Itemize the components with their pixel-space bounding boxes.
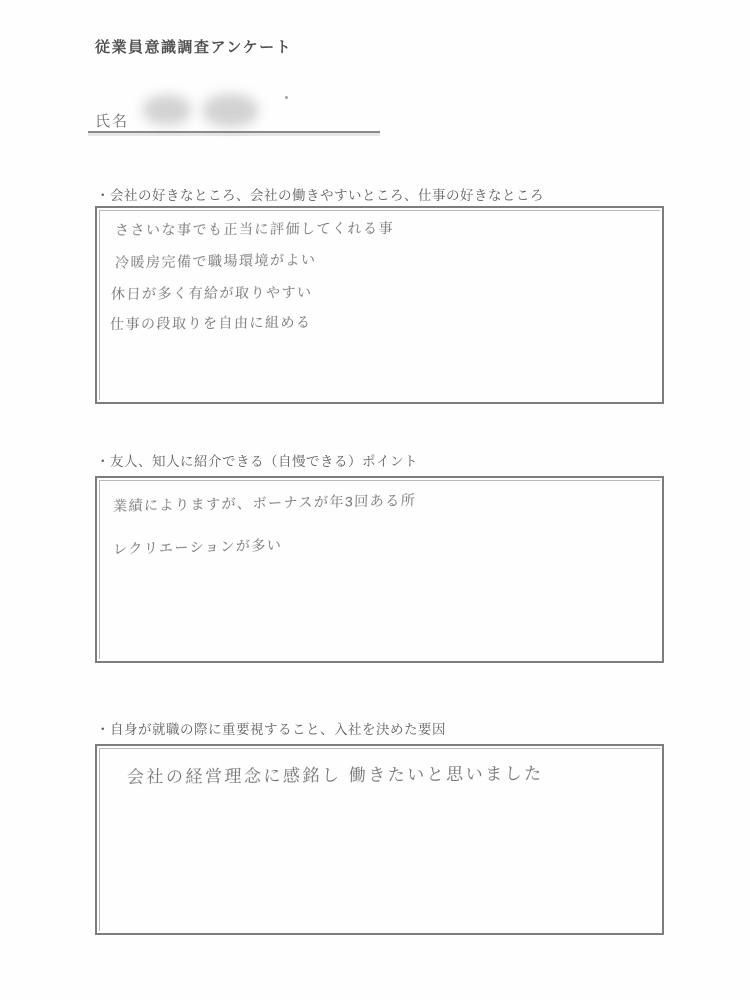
name-underline [88, 114, 380, 133]
handwritten-answer: 業績によりますが、ボーナスが年3回ある所 [112, 492, 417, 514]
handwritten-answer: 会社の経営理念に感銘し 働きたいと思いました [126, 764, 544, 787]
page-title: 従業員意識調査アンケート [95, 39, 293, 56]
section-heading-recommend-points: ・友人、知人に紹介できる（自慢できる）ポイント [96, 454, 418, 469]
handwritten-answer: 仕事の段取りを自由に組める [109, 313, 312, 333]
scan-speck [285, 96, 288, 99]
handwritten-answer: レクリエーションが多い [112, 536, 283, 558]
section-heading-company-likes: ・会社の好きなところ、会社の働きやすいところ、仕事の好きなところ [96, 188, 544, 203]
name-label: 氏名 [95, 113, 130, 130]
section-heading-joining-factors: ・自身が就職の際に重要視すること、入社を決めた要因 [96, 722, 446, 737]
handwritten-answer: 休日が多く有給が取りやすい [110, 284, 313, 302]
handwritten-answer: 冷暖房完備で職場環境がよい [114, 251, 317, 271]
handwritten-answer: ささいな事でも正当に評価してくれる事 [114, 220, 395, 238]
